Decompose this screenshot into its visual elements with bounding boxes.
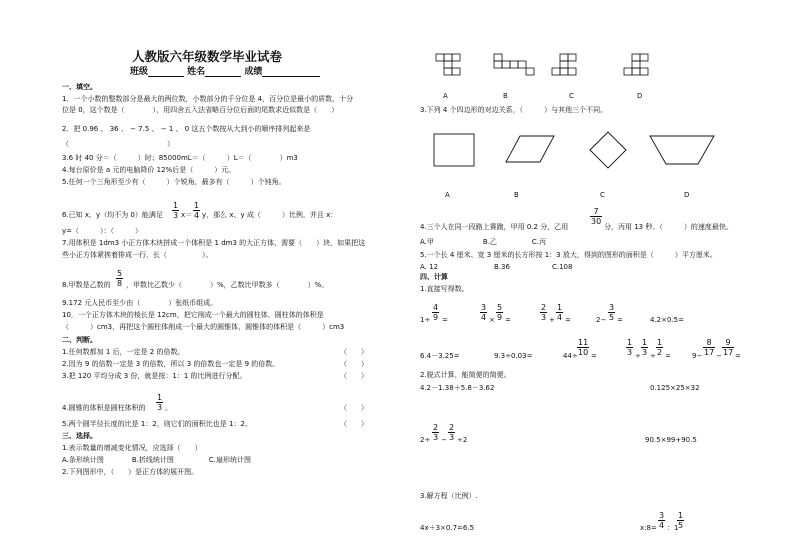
dw9-op-1: ÷ [635, 352, 641, 360]
q2-line2: （ ） [62, 140, 174, 148]
q5: 5.任何一个三角形至少有（ ）个锐角，最多有（ ）个钝角。 [62, 178, 286, 186]
student-fields [130, 64, 320, 77]
dw1-pre: 1÷ [420, 316, 431, 324]
dw4-fraction: $\frac{3}{5}$ [609, 303, 615, 322]
calc-equation-title: 3.解方程（比例）. [420, 492, 478, 500]
choice-2: 2.下列图形中，（ ）是正方体的展开图。 [62, 468, 199, 476]
q7-line2: 些小正方体紧挨着排成一行，长（ ）。 [62, 251, 213, 259]
dw1-fraction: $\frac{4}{9}$ [433, 303, 439, 322]
q6-part1: 6.已知 x、y（均不为 0）能满足 [62, 211, 163, 219]
q10-line2: （ ）cm3，再把这个圆柱体削成一个最大的圆锥体，圆锥体的体积是（ ）cm3 [62, 323, 345, 331]
dw10-op: − [716, 352, 722, 360]
cc3-post: ÷2 [457, 436, 468, 444]
q10-line1: 10．一个正方体木块的棱长是 12cm，把它削成一个最大的圆柱体，圆柱体的体积是 [62, 311, 324, 319]
dw10-post: = [735, 352, 741, 360]
dw2-fraction-2: $\frac{5}{9}$ [497, 303, 503, 322]
dw3-fraction-1: $\frac{2}{3}$ [541, 303, 547, 322]
dw10-fraction-1: $\frac{8}{17}$ [704, 338, 715, 357]
q7-line1: 7.用体积是 1dm3 小正方体木块拼成一个体积是 1 dm3 的大正方体，需要（ ）块，如果把这 [62, 239, 366, 247]
cc2: 0.125×25×32 [650, 384, 700, 392]
name-blank[interactable] [205, 66, 241, 77]
r-q4-part1: 4.三个人在同一段路上赛跑，甲用 0.2 分，乙用 [420, 223, 569, 231]
judge-1: 1.任何数都加 1 后，一定是 2 的倍数。 [62, 348, 185, 356]
calc-direct-title: 1.直接写得数。 [420, 285, 469, 293]
shape-label-d: D [684, 191, 690, 199]
score-label: 成绩 [244, 67, 263, 77]
cc3-op: − [441, 436, 447, 444]
judge-5: 5.两个圆半径长度的比是 1：2，则它们的面积比也是 1：2。 [62, 420, 252, 428]
r-q5-options: A. 12 B.36 C.108 [420, 263, 573, 271]
eq2-pre: x:8= [640, 524, 657, 532]
dw5: 4.2×0.5= [650, 316, 684, 324]
net-label-c: C [569, 92, 574, 100]
r-q4-fraction: $\frac{7}{30}$ [591, 207, 602, 226]
dw6: 6.4－3.25= [420, 352, 460, 360]
class-blank[interactable] [148, 66, 184, 77]
name-label: 姓名 [187, 67, 206, 77]
cc4: 90.5×99+90.5 [645, 436, 697, 444]
quadrilaterals [430, 130, 720, 175]
q9: 9.172 元人民币至少由（ ）张纸币组成。 [62, 299, 218, 307]
dw1-post: = [442, 316, 448, 324]
q6-part4: y=（ ）：（ ） [62, 227, 143, 235]
eq1: 4x＋3×0.7=6.5 [420, 524, 475, 532]
eq2-mid: ：1 [667, 524, 679, 532]
dw3-post: = [565, 316, 571, 324]
cube-nets [432, 54, 672, 84]
judge-2-paren[interactable]: （ ） [340, 360, 368, 368]
q6-part3: y，那么 x、y 成（ ）比例，并且 x： [202, 211, 338, 219]
judge-3: 3.把 120 平均分成 3 份，就是按：1：1 的比例进行分配。 [62, 372, 247, 380]
r-q3: 3.下列 4 个四边形的对边关系，（ ）与其他三个不同。 [420, 106, 608, 114]
cc3-fraction-1: $\frac{2}{3}$ [433, 423, 439, 442]
dw10-pre: 9− [692, 352, 703, 360]
judge-2: 2.因为 9 的倍数一定是 3 的倍数，所以 3 的倍数也一定是 9 的倍数。 [62, 360, 280, 368]
exam-title: 人教版六年级数学毕业试卷 [132, 49, 283, 64]
q6-part2: x＝ [181, 211, 193, 219]
q3: 3.6 时 40 分＝（ ）时；85000mL＝（ ）L＝（ ）m3 [62, 154, 298, 162]
r-q5: 5.一个长 4 厘米、宽 3 厘米的长方形按 1：3 放大，得到的图形的面积是（ ）平方厘米。 [420, 251, 717, 259]
dw8-post: = [591, 352, 597, 360]
dw9-fraction-2: $\frac{1}{3}$ [642, 338, 648, 357]
cc1: 4.2－1.38＋5.8－3.62 [420, 384, 495, 392]
class-label: 班级 [130, 67, 149, 77]
judge-4-end: 。 [165, 404, 172, 412]
dw9-fraction-3: $\frac{1}{2}$ [657, 338, 663, 357]
dw3-op: + [549, 316, 555, 324]
calc-step-title: 2.脱式计算，能简便的简便。 [420, 371, 511, 379]
dw9-fraction-1: $\frac{1}{3}$ [627, 338, 633, 357]
shape-label-a: A [445, 191, 450, 199]
r-q4-part2: 分，丙用 13 秒。（ ）的速度最快。 [604, 223, 733, 231]
q1-line1: 1．一个小数的整数部分是最大的两位数，小数部分的千分位是 4，百分位是最小的质数，十分 [62, 95, 354, 103]
dw4-pre: 2− [596, 316, 607, 324]
dw9-post: = [665, 352, 671, 360]
net-label-d: D [637, 92, 643, 100]
q1-line2: 位是 0，这个数是（ ），用四舍五入法省略百分位后面的尾数求近似数是（ ） [62, 106, 339, 114]
section-calc: 四、计算 [420, 273, 448, 281]
score-blank[interactable] [262, 66, 320, 77]
dw4-post: = [617, 316, 623, 324]
dw2-fraction-1: $\frac{3}{4}$ [481, 303, 487, 322]
eq2-fraction-2: $\frac{1}{5}$ [678, 511, 684, 530]
dw9-op-2: ÷ [650, 352, 656, 360]
dw8-fraction: $\frac{11}{10}$ [578, 338, 589, 357]
dw7: 9.3÷0.03= [494, 352, 533, 360]
net-label-a: A [443, 92, 448, 100]
judge-4-paren[interactable]: （ ） [340, 404, 368, 412]
judge-4-fraction: $\frac{1}{3}$ [157, 393, 163, 412]
judge-3-paren[interactable]: （ ） [340, 372, 368, 380]
net-label-b: B [503, 92, 508, 100]
cc3-fraction-2: $\frac{2}{3}$ [449, 423, 455, 442]
dw2-post: = [505, 316, 511, 324]
eq2-fraction-1: $\frac{3}{4}$ [659, 511, 665, 530]
choice-1-options: A.条形统计图 B.折线统计图 C.扇形统计图 [62, 456, 252, 464]
judge-4: 4.圆锥的体积是圆柱体积的 [62, 404, 146, 412]
judge-5-paren[interactable]: （ ） [340, 420, 368, 428]
section-fill-in: 一、填空。 [62, 83, 97, 91]
cc3-pre: 2÷ [420, 436, 431, 444]
q8-fraction: $\frac{5}{8}$ [117, 269, 123, 288]
r-q4-options: A.甲 B.乙 C.丙 [420, 238, 547, 246]
q8-part1: 8.甲数是乙数的 [62, 281, 111, 289]
shape-label-c: C [600, 191, 605, 199]
q6-fraction-2: $\frac{1}{4}$ [194, 201, 200, 220]
q4: 4.每台原价是 a 元的电脑降价 12%后是（ ）元。 [62, 166, 236, 174]
choice-1: 1.表示数量的增减变化情况，应选择（ ） [62, 444, 202, 452]
dw2-op: × [489, 316, 495, 324]
judge-1-paren[interactable]: （ ） [340, 348, 368, 356]
section-judge: 二、判断。 [62, 336, 97, 344]
dw3-fraction-2: $\frac{1}{4}$ [557, 303, 563, 322]
section-choice: 三、选择。 [62, 432, 97, 440]
q8-part2: ，甲数比乙数少（ ）%，乙数比甲数多（ ）%。 [126, 281, 329, 289]
q2-line1: 2．把 0.96 、 36 、 − 7.5 、 − 1 、 0 这五个数按从大到小的顺序排列起来是 [62, 125, 311, 133]
dw10-fraction-2: $\frac{9}{17}$ [723, 338, 734, 357]
q6-fraction-1: $\frac{1}{3}$ [173, 201, 179, 220]
shape-label-b: B [514, 191, 519, 199]
dw8-pre: 44÷ [563, 352, 578, 360]
